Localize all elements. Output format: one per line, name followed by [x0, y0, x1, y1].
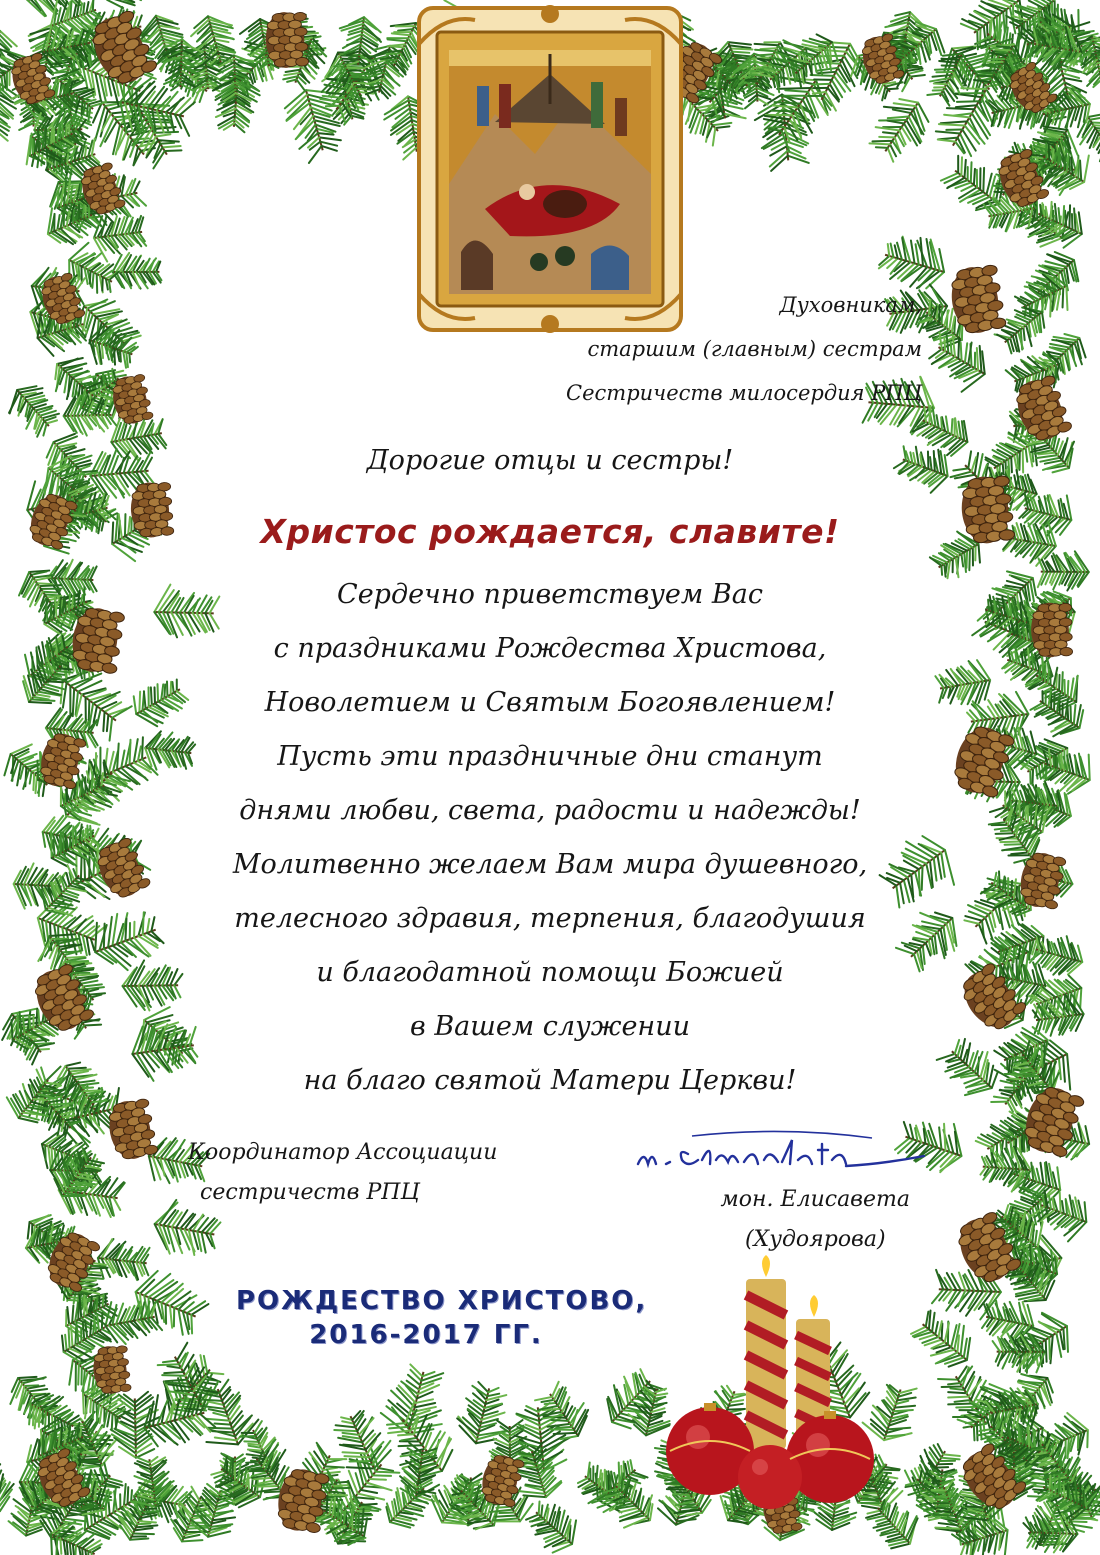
addressee-block [566, 283, 922, 415]
candles-and-ornaments [630, 1255, 930, 1515]
body-line: Сердечно приветствуем Вас [337, 579, 763, 610]
signer-name-line-2: (Худоярова) [744, 1227, 886, 1252]
greeting-body [180, 568, 920, 1108]
date-line-2: 2016-2017 ГГ. [309, 1320, 543, 1350]
addressee-line-3: Сестричеств милосердия РПЦ [566, 381, 922, 405]
body-line: и благодатной помощи Божией [316, 957, 784, 988]
body-line: Новолетием и Святым Богоявлением! [264, 687, 836, 718]
body-line: на благо святой Матери Церкви! [303, 1065, 797, 1096]
signer-name [721, 1180, 910, 1260]
body-line: днями любви, света, радости и надежды! [239, 795, 861, 826]
addressee-line-2: старшим (главным) сестрам [587, 337, 922, 361]
handwritten-signature [632, 1120, 932, 1180]
date-block [236, 1284, 648, 1352]
body-line: телесного здравия, терпения, благодушия [234, 903, 866, 934]
salutation: Дорогие отцы и сестры! [366, 445, 734, 476]
signer-title-line-1: Координатор Ассоциации [188, 1140, 498, 1165]
body-line: Молитвенно желаем Вам мира душевного, [232, 849, 868, 880]
signer-title [188, 1133, 497, 1213]
date-line-1: РОЖДЕСТВО ХРИСТОВО, [236, 1286, 648, 1316]
signer-name-line-1: мон. Елисавета [720, 1187, 910, 1212]
body-line: Пусть эти праздничные дни станут [277, 741, 823, 772]
signer-title-line-2: сестричеств РПЦ [200, 1180, 420, 1205]
addressee-line-1: Духовникам, [779, 293, 922, 317]
body-line: с праздниками Рождества Христова, [273, 633, 827, 664]
body-line: в Вашем служении [410, 1011, 690, 1042]
greeting-heading: Христос рождается, славите! [260, 512, 840, 551]
